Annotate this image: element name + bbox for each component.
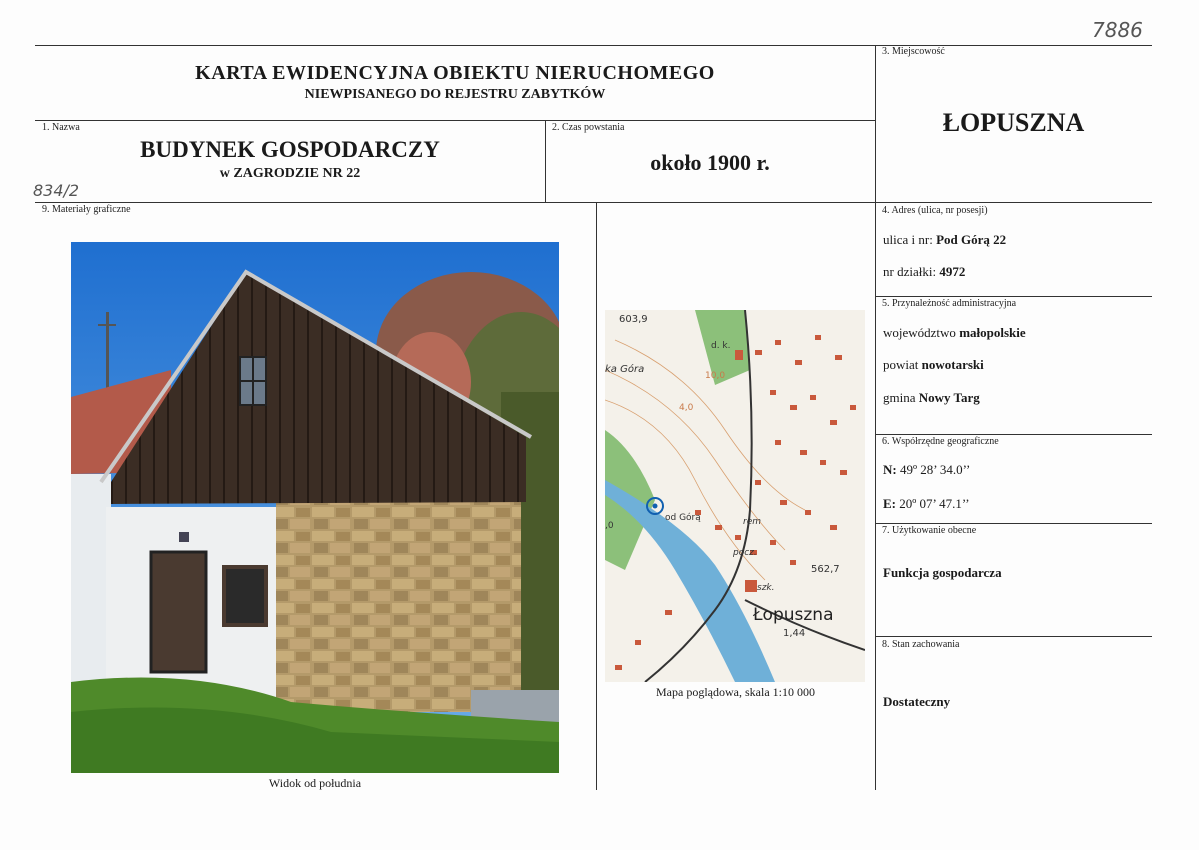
map-label-edge: ,0 (605, 521, 614, 531)
field-label-admin: 5. Przynależność administracyjna (882, 298, 1017, 309)
adres-plot-value: 4972 (939, 264, 966, 279)
map-label-dk: d. k. (711, 341, 731, 351)
coords-e: E: 20º 07’ 47.1’’ (883, 496, 970, 511)
map-label-elev1: 603,9 (619, 314, 648, 325)
czas-value: około 1900 r. (650, 150, 770, 175)
map-label-hill: ka Góra (605, 364, 645, 375)
map-label-rem: rem (743, 517, 762, 527)
map-label-v2: 4,0 (679, 403, 694, 413)
map-label-elev2: 562,7 (811, 564, 840, 575)
map-label-poczt: pocz. (733, 548, 757, 558)
handwritten-parcel-note: 834/2 (33, 181, 80, 200)
admin-woj-value: małopolskie (959, 325, 1026, 340)
map-label-num: 1,44 (783, 628, 806, 639)
card-title: KARTA EWIDENCYJNA OBIEKTU NIERUCHOMEGO (195, 62, 715, 84)
field-label-coords: 6. Współrzędne geograficzne (882, 436, 999, 447)
nazwa-sub: w ZAGRODZIE NR 22 (219, 166, 361, 181)
field-label-nazwa: 1. Nazwa (42, 122, 80, 133)
building-photo (71, 242, 559, 773)
coords-e-value: 20º 07’ 47.1’’ (899, 496, 970, 511)
admin-woj: województwo małopolskie (883, 325, 1026, 340)
card-subtitle: NIEWPISANEGO DO REJESTRU ZABYTKÓW (304, 87, 606, 102)
field-label-adres: 4. Adres (ulica, nr posesji) (882, 205, 988, 216)
field-label-materialy: 9. Materiały graficzne (42, 204, 131, 215)
admin-gmina: gmina Nowy Targ (883, 390, 980, 405)
field-label-miejscowosc: 3. Miejscowość (882, 46, 945, 57)
coords-n-value: 49º 28’ 34.0’’ (899, 462, 971, 477)
map-label-v1: 10,0 (705, 371, 726, 381)
map-label-road: od Górą (665, 513, 701, 523)
miejscowosc-value: ŁOPUSZNA (942, 108, 1085, 137)
map-label-szk: szk. (757, 583, 775, 593)
uzytkowanie-value: Funkcja gospodarcza (883, 565, 1002, 580)
field-label-stan: 8. Stan zachowania (882, 639, 960, 650)
field-label-uzytkowanie: 7. Użytkowanie obecne (882, 525, 977, 536)
nazwa-value: BUDYNEK GOSPODARCZY (140, 137, 440, 162)
handwritten-card-number: 7886 (1092, 18, 1143, 42)
map-label-town: Łopuszna (753, 605, 834, 625)
map-caption: Mapa poglądowa, skala 1:10 000 (656, 685, 815, 699)
admin-pow: powiat nowotarski (883, 357, 984, 372)
stan-value: Dostateczny (883, 694, 951, 709)
adres-plot: nr działki: 4972 (883, 264, 966, 279)
photo-caption: Widok od południa (268, 776, 362, 790)
admin-gmina-value: Nowy Targ (918, 390, 980, 405)
coords-n: N: 49º 28’ 34.0’’ (883, 462, 971, 477)
field-label-czas: 2. Czas powstania (552, 122, 625, 133)
overview-map (605, 310, 865, 682)
admin-pow-value: nowotarski (921, 357, 984, 372)
adres-street: ulica i nr: Pod Górą 22 (883, 232, 1007, 247)
adres-street-value: Pod Górą 22 (936, 232, 1007, 247)
